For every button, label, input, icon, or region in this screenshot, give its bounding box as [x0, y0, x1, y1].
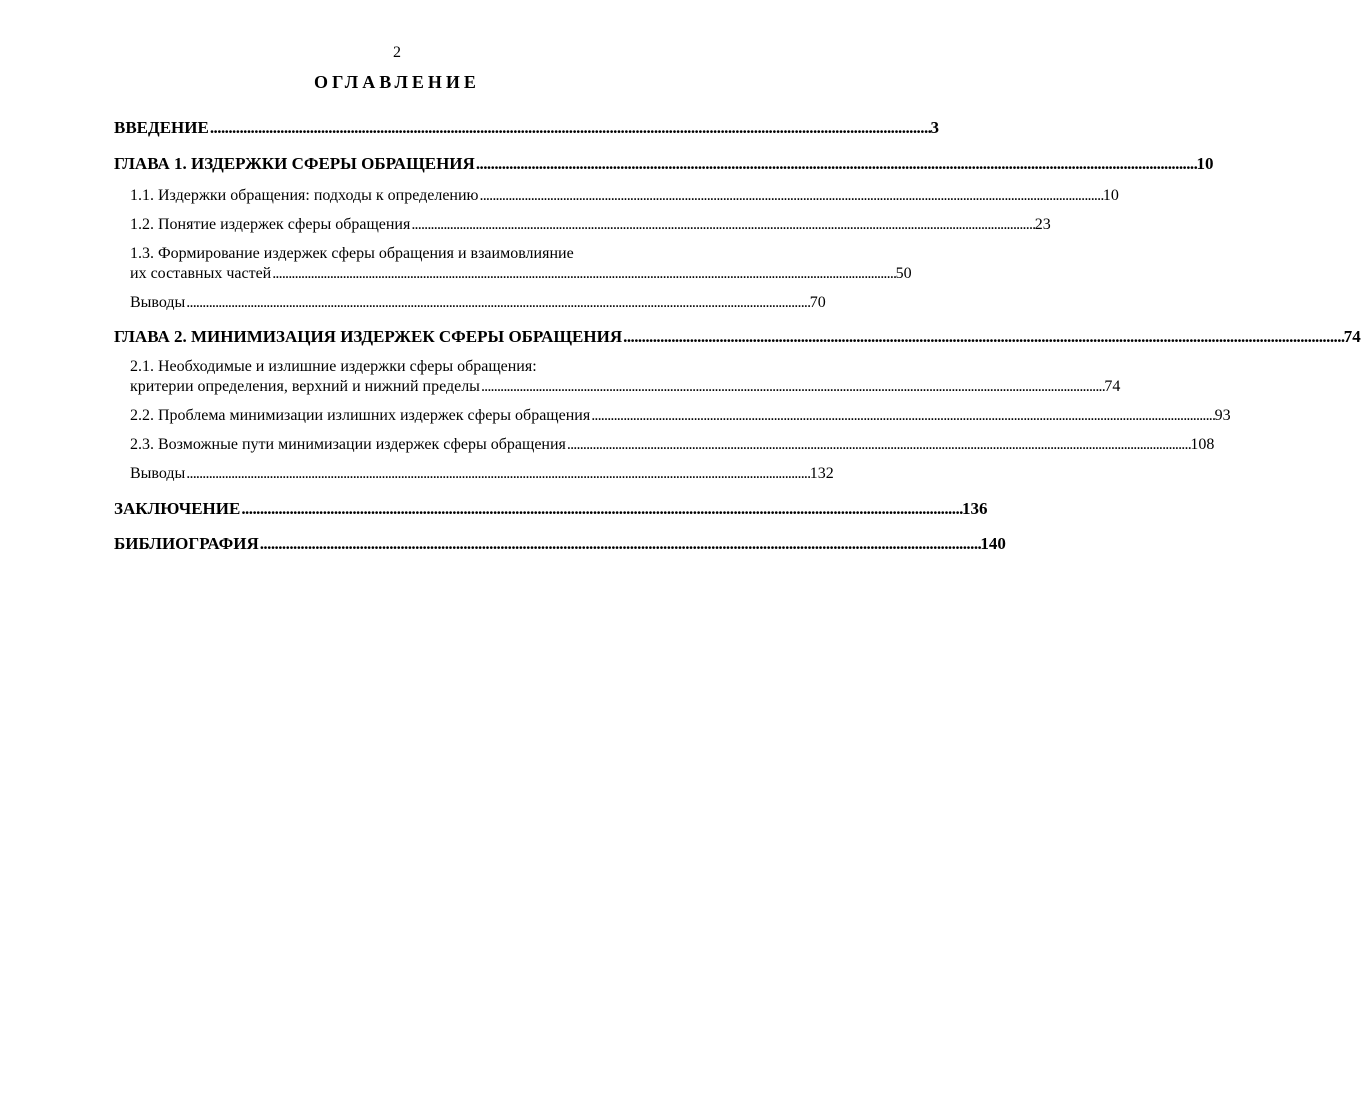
toc-entry-title: ЗАКЛЮЧЕНИЕ: [114, 499, 241, 518]
table-of-contents: [114, 118, 1361, 554]
toc-entry-section-1-2[interactable]: [114, 215, 1051, 235]
dot-leader: [186, 464, 808, 484]
toc-entry-title: их составных частей: [130, 265, 272, 282]
toc-entry-page: 50: [895, 265, 912, 282]
toc-entry-page: 93: [1214, 407, 1231, 424]
dot-leader: [623, 327, 1343, 347]
toc-entry-title: 2.2. Проблема минимизации излишних издержек сферы обращения: [130, 407, 591, 424]
toc-entry-page: 74: [1343, 327, 1361, 346]
toc-entry-chapter-1[interactable]: [114, 154, 1214, 174]
toc-entry-page: 74: [1104, 378, 1121, 395]
dot-leader: [241, 499, 961, 519]
toc-entry-chapter-2[interactable]: [114, 327, 1361, 347]
toc-entry-title: Выводы: [130, 294, 186, 311]
toc-entry-page: 23: [1034, 216, 1051, 233]
dot-leader: [591, 406, 1213, 426]
toc-entry-section-1-3[interactable]: [114, 244, 912, 284]
toc-entry-title: БИБЛИОГРАФИЯ: [114, 534, 259, 553]
dot-leader: [476, 154, 1196, 174]
toc-entry-section-2-3[interactable]: [114, 435, 1215, 455]
toc-entry-page: 10: [1102, 187, 1119, 204]
toc-entry-page: 132: [809, 465, 834, 482]
toc-entry-page: 10: [1196, 154, 1214, 173]
dot-leader: [260, 534, 980, 554]
toc-entry-title: 1.1. Издержки обращения: подходы к определению: [130, 187, 479, 204]
toc-entry-section-1-1[interactable]: [114, 186, 1119, 206]
toc-entry-title: 2.3. Возможные пути минимизации издержек сферы обращения: [130, 436, 566, 453]
toc-entry-chapter-2-conclusions[interactable]: [114, 464, 834, 484]
toc-entry-chapter-1-conclusions[interactable]: [114, 293, 826, 313]
dot-leader: [411, 215, 1033, 235]
toc-entry-title: ВВЕДЕНИЕ: [114, 118, 209, 137]
dot-leader: [272, 264, 894, 284]
toc-entry-page: 108: [1190, 436, 1215, 453]
toc-entry-page: 136: [962, 499, 988, 518]
toc-entry-title: критерии определения, верхний и нижний пределы: [130, 378, 480, 395]
toc-entry-introduction[interactable]: [114, 118, 939, 138]
toc-entry-title: 1.2. Понятие издержек сферы обращения: [130, 216, 411, 233]
toc-entry-title-line1: 2.1. Необходимые и излишние издержки сферы обращения:: [130, 358, 537, 375]
toc-entry-page: 70: [809, 294, 826, 311]
toc-entry-page: 140: [980, 534, 1006, 553]
page-number: 2: [393, 44, 401, 61]
toc-entry-page: 3: [930, 118, 939, 137]
dot-leader: [480, 186, 1102, 206]
toc-entry-conclusion[interactable]: [114, 499, 988, 519]
dot-leader: [186, 293, 808, 313]
toc-entry-bibliography[interactable]: [114, 534, 1006, 554]
toc-entry-section-2-2[interactable]: [114, 406, 1231, 426]
dot-leader: [210, 118, 930, 138]
toc-entry-title-line1: 1.3. Формирование издержек сферы обращения и взаимовлияние: [130, 245, 574, 262]
toc-entry-section-2-1[interactable]: [114, 357, 1121, 397]
toc-entry-title: ГЛАВА 2. МИНИМИЗАЦИЯ ИЗДЕРЖЕК СФЕРЫ ОБРАЩЕНИЯ: [114, 327, 623, 346]
toc-entry-title: ГЛАВА 1. ИЗДЕРЖКИ СФЕРЫ ОБРАЩЕНИЯ: [114, 154, 475, 173]
dot-leader: [481, 377, 1103, 397]
dot-leader: [567, 435, 1189, 455]
toc-entry-title: Выводы: [130, 465, 186, 482]
toc-title: ОГЛАВЛЕНИЕ: [314, 72, 480, 92]
